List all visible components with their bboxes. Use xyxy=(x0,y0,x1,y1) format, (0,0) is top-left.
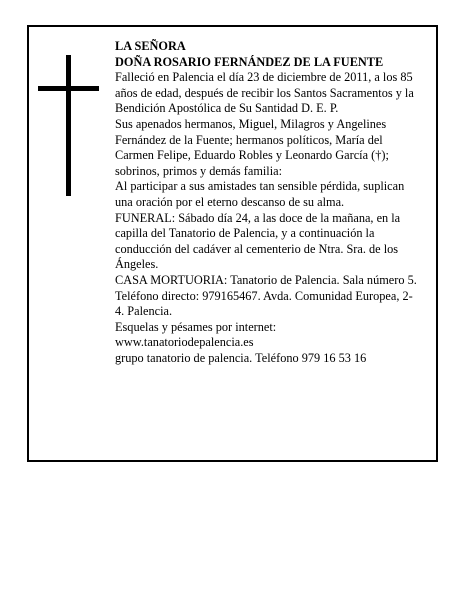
prayer-request-paragraph: Al participar a sus amistades tan sensible pérdida, suplican una oración por el eterno descanso de su alma. xyxy=(115,179,405,209)
funeral-paragraph: FUNERAL: Sábado día 24, a las doce de la mañana, en la capilla del Tanatorio de Palencia, y a continuación la conducción del cadáver al cementerio de Ntra. Sra. de los Ángeles. xyxy=(115,210,401,272)
mortuary-paragraph: CASA MORTUORIA: Tanatorio de Palencia. Sala número 5. Teléfono directo: 979165467. Avda. Comunidad Europea, 2-4. Palencia. xyxy=(115,272,417,319)
obituary-text xyxy=(115,39,420,366)
family-paragraph: Sus apenados hermanos, Miguel, Milagros y Angelines Fernández de la Fuente; hermanos políticos, María del Carmen Felipe, Eduardo Robles y Leonardo García (†); sobrinos, primos y demás familia: xyxy=(115,116,389,178)
internet-condolences-label: Esquelas y pésames por internet: xyxy=(115,319,277,334)
obituary-title: LA SEÑORA xyxy=(115,39,186,53)
contact-phone-line: grupo tanatorio de palencia. Teléfono 979 16 53 16 xyxy=(115,350,367,365)
deceased-name: DOÑA ROSARIO FERNÁNDEZ DE LA FUENTE xyxy=(115,54,384,69)
website-link[interactable]: www.tanatoriodepalencia.es xyxy=(115,335,254,350)
cross-icon-horizontal-bar xyxy=(38,86,99,91)
cross-icon-vertical-bar xyxy=(66,55,71,196)
death-notice-paragraph: Falleció en Palencia el día 23 de diciembre de 2011, a los 85 años de edad, después de recibir los Santos Sacramentos y la Bendición Apostólica de Su Santidad D. E. P. xyxy=(115,70,414,116)
